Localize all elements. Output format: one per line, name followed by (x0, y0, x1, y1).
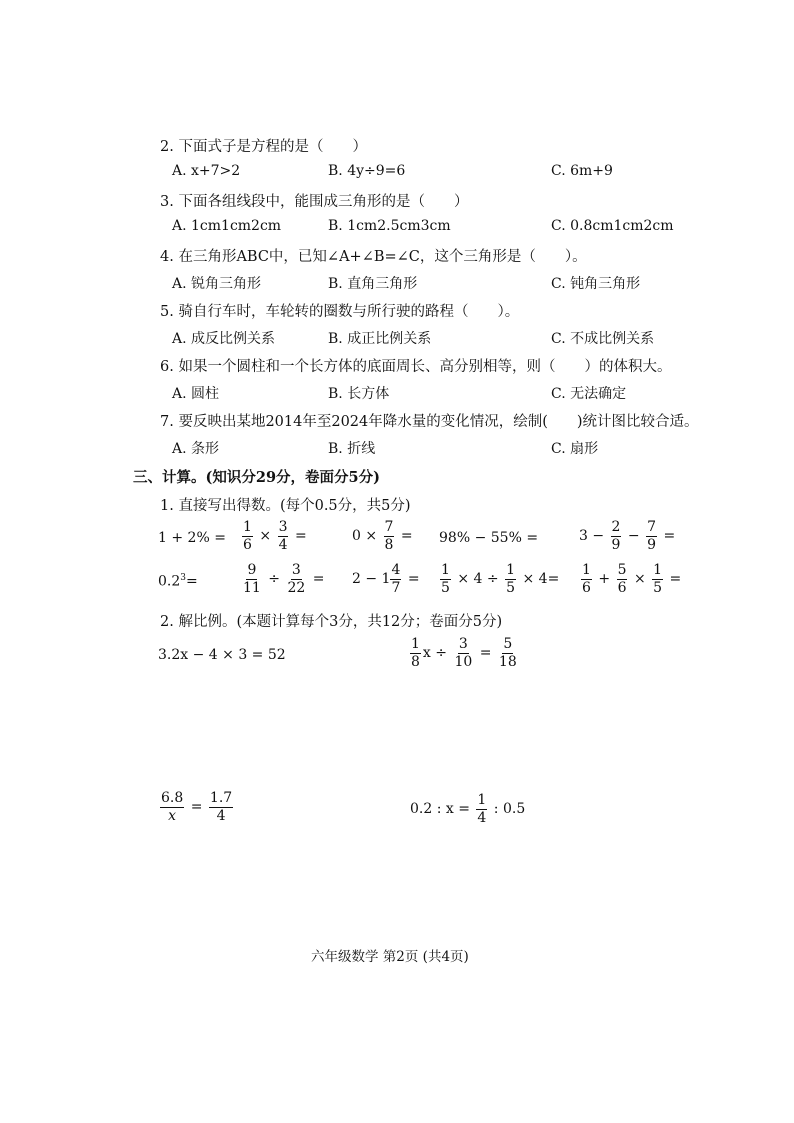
question-3-stem: 3. 下面各组线段中，能围成三角形的是（ ） (160, 194, 469, 210)
question-6-option-a: A. 圆柱 (172, 386, 220, 402)
question-7-option-b: B. 折线 (328, 441, 376, 457)
question-5-option-a: A. 成反比例关系 (172, 331, 276, 347)
section-3-title: 三、计算。(知识分29分，卷面分5分) (133, 469, 380, 486)
expression-6: $0.2^3=$ (158, 573, 198, 590)
expression-3: 0 × $\frac{7}{8}$ = (352, 519, 413, 553)
proportion-4: 0.2 : x = $\frac{1}{4}$ : 0.5 (410, 792, 526, 826)
calc-2-title: 2. 解比例。(本题计算每个3分，共12分；卷面分5分) (160, 614, 503, 630)
calc-1-title: 1. 直接写出得数。(每个0.5分，共5分) (160, 498, 411, 514)
expression-4: 98% − 55% = (439, 530, 539, 546)
question-2-stem: 2. 下面式子是方程的是（ ） (160, 139, 367, 155)
question-4-option-b: B. 直角三角形 (328, 276, 418, 292)
question-5-stem: 5. 骑自行车时，车轮转的圈数与所行驶的路程（ ）。 (160, 304, 520, 320)
question-5-option-b: B. 成正比例关系 (328, 331, 432, 347)
question-4-stem: 4. 在三角形ABC中，已知∠A+∠B=∠C，这个三角形是（ ）。 (160, 249, 587, 265)
question-5-option-c: C. 不成比例关系 (551, 331, 655, 347)
question-3-option-b: B. 1cm2.5cm3cm (328, 218, 451, 234)
expression-7: $\frac{9}{11}$ ÷ $\frac{3}{22}$ = (243, 562, 325, 596)
question-4-option-c: C. 钝角三角形 (551, 276, 641, 292)
question-4-option-a: A. 锐角三角形 (172, 276, 262, 292)
expression-5: 3 − $\frac{2}{9}$ − $\frac{7}{9}$ = (579, 519, 676, 553)
question-3-option-c: C. 0.8cm1cm2cm (551, 218, 674, 234)
expression-9: $\frac{1}{5}$ × 4 ÷ $\frac{1}{5}$ × 4= (441, 562, 560, 596)
question-2-option-a: A. x+7>2 (172, 163, 241, 179)
expression-8: 2 − 1 $\frac{4}{7}$ = (352, 562, 420, 596)
question-2-option-c: C. 6m+9 (551, 163, 613, 179)
proportion-3: $\frac{6.8}{x}$ = $\frac{1.7}{4}$ (161, 790, 233, 824)
question-2-option-b: B. 4y÷9=6 (328, 163, 406, 179)
question-7-option-c: C. 扇形 (551, 441, 599, 457)
question-6-option-b: B. 长方体 (328, 386, 390, 402)
question-7-option-a: A. 条形 (172, 441, 220, 457)
question-7-stem: 7. 要反映出某地2014年至2024年降水量的变化情况，绘制( )统计图比较合适。 (160, 414, 699, 430)
question-6-option-c: C. 无法确定 (551, 386, 627, 402)
proportion-2: $\frac{1}{8}$ x ÷ $\frac{3}{10}$ = $\frac{5}{18}$ (411, 636, 517, 670)
page-footer: 六年级数学 第2页 (共4页) (311, 949, 469, 965)
question-3-option-a: A. 1cm1cm2cm (172, 218, 282, 234)
expression-1: 1 + 2% = (158, 530, 226, 546)
question-6-stem: 6. 如果一个圆柱和一个长方体的底面周长、高分别相等，则（ ）的体积大。 (160, 359, 672, 375)
expression-10: $\frac{1}{6}$ + $\frac{5}{6}$ × $\frac{1}{5}$ = (582, 562, 682, 596)
proportion-1: 3.2x − 4 × 3 = 52 (158, 647, 286, 663)
expression-2: $\frac{1}{6}$ × $\frac{3}{4}$ = (243, 519, 307, 553)
